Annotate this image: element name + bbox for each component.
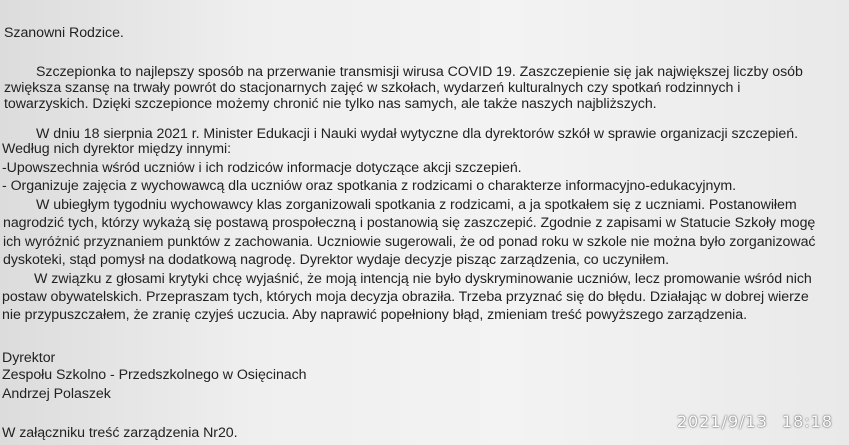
letter-salutation: Szanowni Rodzice. [4, 25, 124, 41]
paragraph-4-line-2: postaw obywatelskich. Przepraszam tych, których moja decyzja obraziła. Trzeba przyznać się do błędu. Działając w dobrej wierze [2, 289, 809, 305]
photo-timestamp-time: 18:18 [781, 412, 833, 431]
paragraph-1-line-1: Szczepionka to najlepszy sposób na przerwanie transmisji wirusa COVID 19. Zaszczepienie się jak największej liczby osób [36, 64, 803, 80]
paragraph-2-line-4: - Organizuje zajęcia z wychowawcą dla uczniów oraz spotkania z rodzicami o charakterze informacyjno-edukacyjnym. [2, 178, 737, 194]
paragraph-1-line-2: zwiększa szansę na trwały powrót do stacjonarnych zajęć w szkołach, wydarzeń kulturalnych czy spotkań rodzinnych i [4, 80, 741, 96]
signature-institution: Zespołu Szkolno - Przedszkolnego w Osięcinach [2, 367, 307, 383]
signature-name: Andrzej Polaszek [2, 386, 111, 402]
paragraph-2-line-1: W dniu 18 sierpnia 2021 r. Minister Edukacji i Nauki wydał wytyczne dla dyrektorów szkół w sprawie organizacji szczepień. [36, 126, 798, 142]
paragraph-2-line-3: -Upowszechnia wśród uczniów i ich rodziców informacje dotyczące akcji szczepień. [2, 160, 522, 176]
attachment-note: W załączniku treść zarządzenia Nr20. [2, 425, 238, 441]
paragraph-3-line-3: ich wyróżnić przyznaniem punktów z zachowania. Uczniowie sugerowali, że od ponad roku w szkole nie można było zorganizować [3, 234, 816, 250]
signature-title: Dyrektor [2, 350, 56, 366]
paragraph-3-line-2: nagrodzić tych, którzy wykażą się postawą prospołeczną i postanowią się zaszczepić. Zgodnie z zapisami w Statucie Szkoły mogę [3, 215, 816, 231]
photo-timestamp [677, 412, 833, 431]
paragraph-3-line-1: W ubiegłym tygodniu wychowawcy klas zorganizowali spotkania z rodzicami, a ja spotkałem się z uczniami. Postanowiłem [36, 197, 797, 213]
paragraph-1-line-3: towarzyskich. Dzięki szczepionce możemy chronić nie tylko nas samych, ale także naszych najbliższych. [4, 96, 657, 112]
paragraph-3-line-4: dyskoteki, stąd pomysł na dodatkową nagrodę. Dyrektor wydaje decyzje pisząc zarządzenia, co uczyniłem. [3, 252, 669, 268]
paragraph-4-line-1: W związku z głosami krytyki chcę wyjaśnić, że moją intencją nie było dyskryminowanie uczniów, lecz promowanie wśród nich [34, 271, 812, 287]
paragraph-2-line-2: Według nich dyrektor między innymi: [2, 141, 232, 157]
paragraph-4-line-3: nie przypuszczałem, że zranię czyjeś uczucia. Aby naprawić popełniony błąd, zmieniam treść powyższego zarządzenia. [2, 307, 748, 323]
photo-timestamp-date: 2021/9/13 [676, 412, 768, 431]
